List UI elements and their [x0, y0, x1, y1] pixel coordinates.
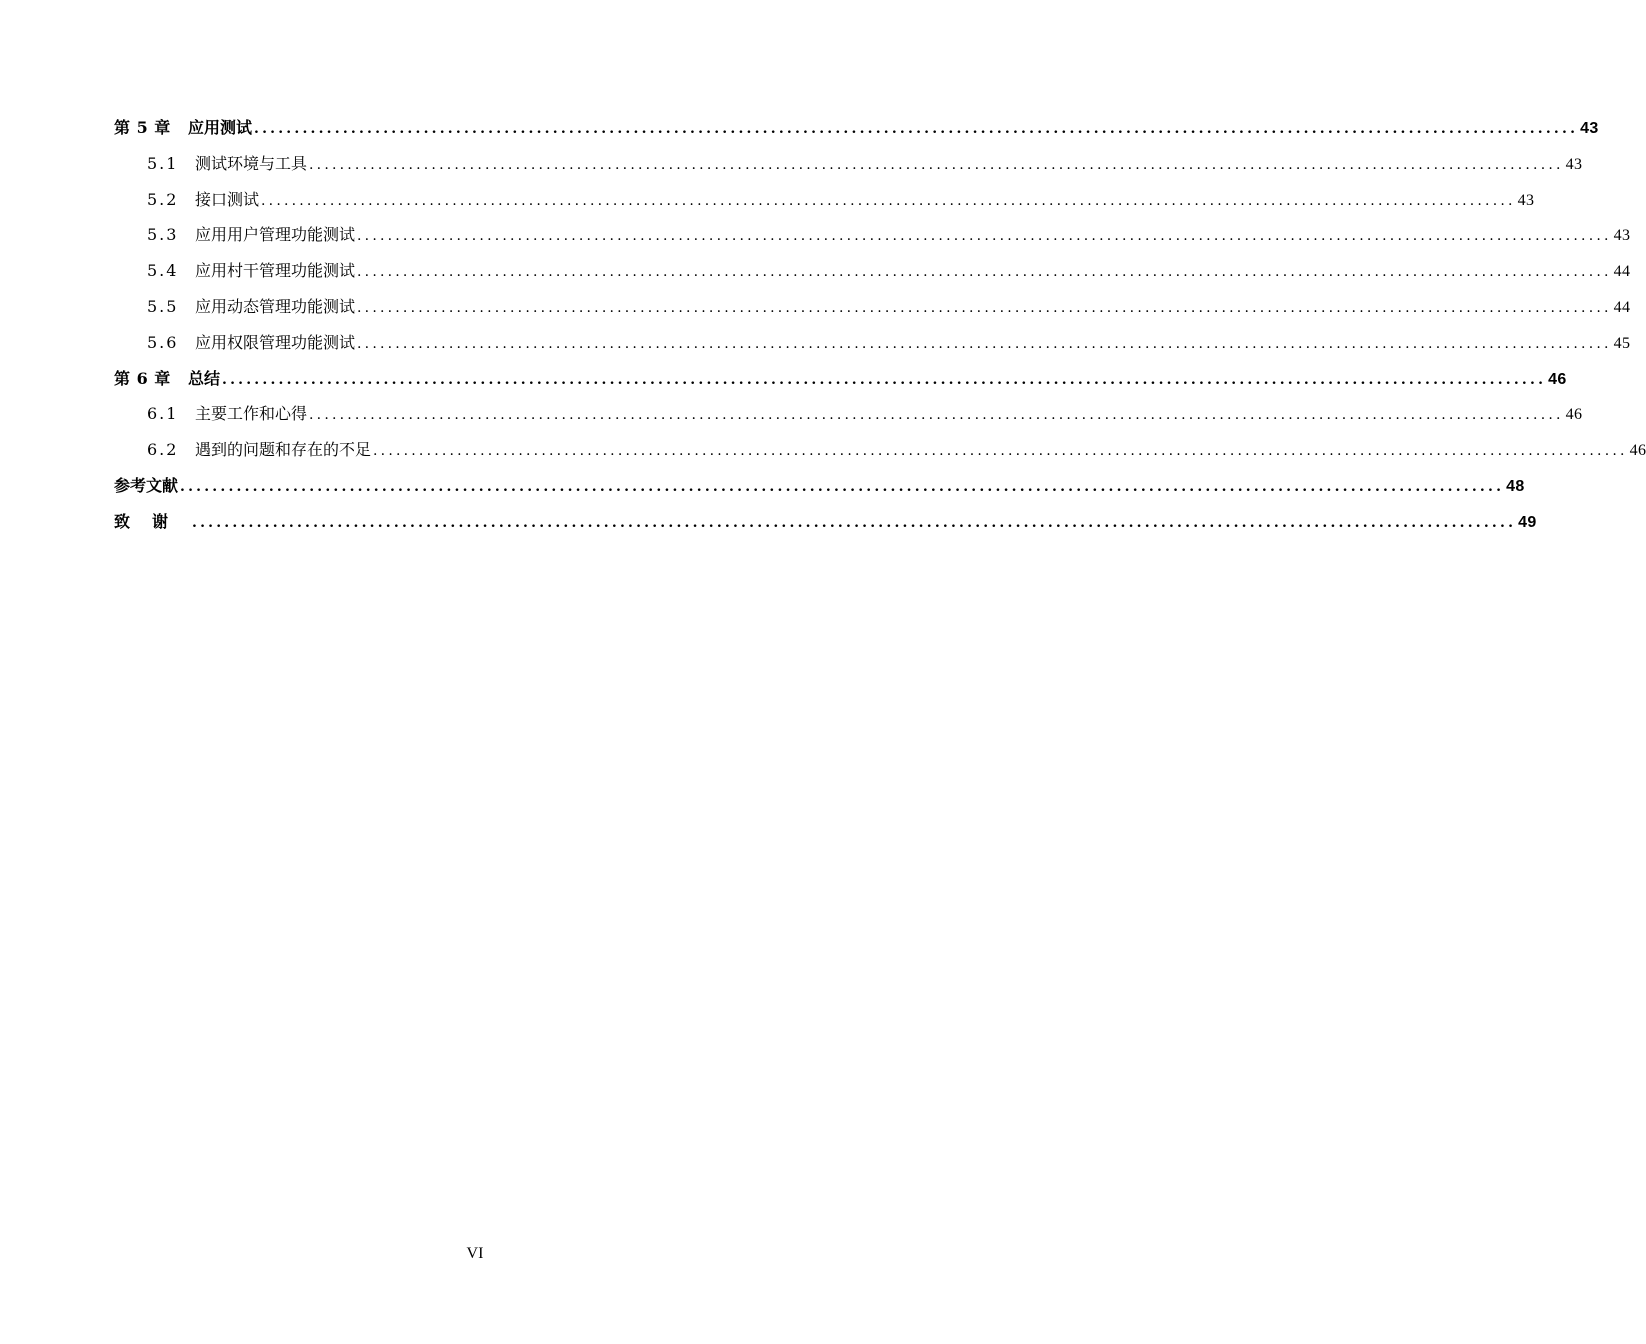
toc-entry-number: 第 5 章 [114, 118, 171, 137]
toc-dot-leader: .................................................................................................................................................................... [222, 371, 1547, 388]
toc-entry-title: 应用测试 [188, 118, 253, 137]
toc-entry-page: 45 [1613, 334, 1631, 352]
toc-entry-page: 46 [1629, 442, 1646, 460]
toc-entry-number: 5.5 [147, 296, 179, 316]
toc-entry-section-5-4[interactable] [114, 253, 1631, 289]
toc-entry-title: 应用动态管理功能测试 [195, 296, 356, 316]
toc-entry-references[interactable] [114, 468, 1525, 504]
toc-entry-chapter-5[interactable] [114, 110, 1599, 146]
toc-dot-leader: .................................................................................................................................................................... [357, 299, 1612, 316]
toc-dot-leader: .................................................................................................................................................................... [373, 443, 1628, 460]
toc-entry-page: 46 [1565, 406, 1583, 424]
toc-entry-title: 参考文献 [114, 475, 179, 495]
toc-entry-page: 43 [1613, 227, 1631, 245]
toc-dot-leader: .................................................................................................................................................................... [192, 514, 1517, 531]
toc-entry-section-6-1[interactable] [114, 396, 1583, 432]
toc-entry-section-5-1[interactable] [114, 146, 1583, 182]
toc-entry-title: 主要工作和心得 [195, 404, 308, 424]
toc-entry-title: 应用权限管理功能测试 [195, 332, 356, 352]
toc-entry-page: 44 [1613, 263, 1631, 281]
toc-dot-leader: .................................................................................................................................................................... [357, 264, 1612, 281]
toc-entry-chapter-6[interactable] [114, 361, 1567, 397]
toc-dot-leader: .................................................................................................................................................................... [357, 228, 1612, 245]
toc-entry-section-5-5[interactable] [114, 289, 1631, 325]
toc-dot-leader: .................................................................................................................................................................... [309, 156, 1564, 173]
toc-entry-number: 5.2 [147, 189, 179, 209]
toc-entry-number: 第 6 章 [114, 368, 171, 388]
toc-dot-leader: .................................................................................................................................................................... [261, 192, 1516, 209]
toc-entry-title: 致谢 [114, 511, 191, 531]
toc-dot-leader: .................................................................................................................................................................... [357, 335, 1612, 352]
toc-entry-title: 接口测试 [195, 189, 260, 209]
toc-entry-title: 测试环境与工具 [195, 153, 308, 173]
toc-entry-section-5-3[interactable] [114, 217, 1631, 253]
toc-entry-title: 应用用户管理功能测试 [195, 225, 356, 245]
toc-entry-title: 应用村干管理功能测试 [195, 261, 356, 281]
toc-entry-page: 48 [1506, 477, 1525, 495]
toc-entry-page: 49 [1518, 513, 1537, 531]
toc-dot-leader: .................................................................................................................................................................... [254, 121, 1579, 137]
toc-dot-leader: .................................................................................................................................................................... [309, 407, 1564, 424]
page-number-footer: VI [466, 1245, 484, 1262]
toc-entry-number: 6.2 [147, 440, 179, 460]
toc-entry-acknowledgements[interactable] [114, 504, 1537, 540]
toc-entry-page: 44 [1613, 298, 1631, 316]
toc-dot-leader: .................................................................................................................................................................... [180, 478, 1505, 495]
toc-entry-page: 46 [1548, 370, 1567, 388]
toc-entry-section-5-2[interactable] [114, 182, 1535, 218]
toc-entry-page: 43 [1580, 120, 1599, 137]
toc-entry-number: 6.1 [147, 404, 179, 424]
toc-entry-page: 43 [1565, 155, 1583, 173]
table-of-contents [114, 110, 1646, 540]
toc-entry-section-5-6[interactable] [114, 325, 1631, 361]
toc-entry-number: 5.1 [147, 153, 179, 173]
toc-entry-number: 5.3 [147, 225, 179, 245]
toc-entry-page: 43 [1517, 191, 1535, 209]
toc-entry-title: 总结 [188, 368, 221, 388]
toc-entry-title: 遇到的问题和存在的不足 [195, 440, 372, 460]
toc-entry-number: 5.6 [147, 332, 179, 352]
toc-entry-section-6-2[interactable] [114, 432, 1646, 468]
toc-entry-number: 5.4 [147, 261, 179, 281]
